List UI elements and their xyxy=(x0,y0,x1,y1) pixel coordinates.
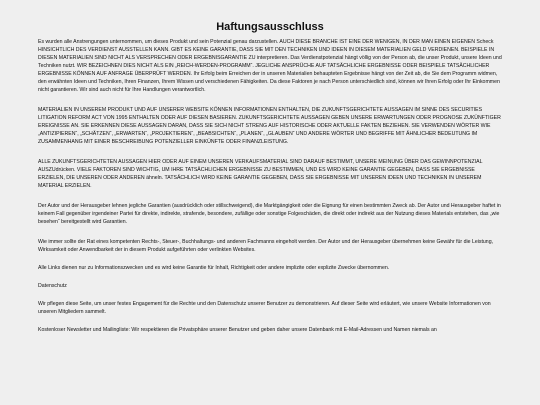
paragraph-warranty: Der Autor und der Herausgeber lehnen jegliche Garantien (ausdrücklich oder stillschweigend), die Marktgängigkeit oder die Eignung für einen bestimmten Zweck ab. Der Autor und Herausgeber haftet in keinem Fall gegenüber irgendeiner Partei für direkte, indirekte, strafende, besondere, zufällige oder sonstige Folgeschäden, die direkt oder indirekt aus der Nutzung dieses Materials entstehen, das „wie besehen“ bereitgestellt wird Garantien. xyxy=(38,203,501,225)
paragraph-forward-looking: MATERIALIEN IN UNSEREM PRODUKT UND AUF UNSERER WEBSITE KÖNNEN INFORMATIONEN ENTHALTEN, DIE ZUKUNFTSGERICHTETE AUSSAGEN IM SINNE DES SECURITIES LITIGATION REFORM ACT VON 1995 ENTHALTEN ODER AUF DIESEN BASIEREN. ZUKUNFTSGERICHTETE AUSSAGEN GEBEN UNSERE ERWARTUNGEN ODER PROGNOSE ZUKÜNFTIGER EREIGNISSE AN. SIE ERKENNEN DIESE AUSSAGEN DARAN, DASS SIE SICH NICHT STRENG AUF HISTORISCHE ODER AKTUELLE FAKTEN BEZIEHEN. SIE VERWENDEN WÖRTER WIE „ANTIZIPIEREN“, „SCHÄTZEN“, „ERWARTEN“, „PROJEKTIEREN“, „BEABSICHTEN“, „PLANEN“, „GLAUBEN“ UND ANDERE WÖRTER UND BEGRIFFE MIT ÄHNLICHER BEDEUTUNG IM ZUSAMMENHANG MIT EINER BESCHREIBUNG POTENZIELLER EINKÜNFTE ODER FINANZLEISTUNG. xyxy=(38,107,501,145)
paragraph-privacy: Wir pflegen diese Seite, um unser festes Engagement für die Rechte und den Datenschutz unserer Benutzer zu demonstrieren. Auf dieser Seite wird erläutert, wie unsere Website Informationen von unseren Mitgliedern sammelt. xyxy=(38,301,491,315)
paragraph-newsletter: Kostenloser Newsletter und Mailingliste: Wir respektieren die Privatsphäre unserer Benutzer und geben daher unsere Datenbank mit E-Mail-Adressen und Namen niemals an xyxy=(38,327,437,333)
section-heading-privacy: Datenschutz xyxy=(38,283,67,289)
paragraph-advice: Wie immer sollte der Rat eines kompetenten Rechts-, Steuer-, Buchhaltungs- und anderen Fachmanns eingeholt werden. Der Autor und der Herausgeber übernehmen keine Gewähr für die Leistung, Wirksamkeit oder Anwendbarkeit der in diesem Produkt aufgeführten oder verlinkten Websites. xyxy=(38,239,494,253)
page-title: Haftungsausschluss xyxy=(216,21,324,33)
paragraph-earnings: Es wurden alle Anstrengungen unternommen, um dieses Produkt und sein Potenzial genau darzustellen. AUCH DIESE BRANCHE IST EINE DER WENIGEN, IN DER MAN EINEN EIGENEN Scheck HINSICHTLICH DES VERDIENST AUSSTELLEN KANN. GIBT ES KEINE GARANTIE, DASS SIE MIT DEN TECHNIKEN UND IDEEN IN DIESEM MATERIALIEN GELD VERDIENEN. BEISPIELE IN DIESEN MATERIALIEN SIND NICHT ALS VERSPRECHEN ODER ERGEBNISGARANTIE ZU interpretieren. Das Verdienstpotenzial hängt völlig von der Person ab, die unser Produkt, unsere Ideen und Techniken nutzt. WIR BEZEICHNEN DIES NICHT ALS EIN „REICH-WERDEN-PROGRAMM“. JEGLICHE ANSPRÜCHE AUF TATSÄCHLICHE ERGEBNISSE ODER BEISPIELE TATSÄCHLICHER ERGEBNISSE KÖNNEN AUF ANFRAGE ÜBERPRÜFT WERDEN. Ihr Erfolg beim Erreichen der in unseren Materialien behaupteten Ergebnisse hängt von der Zeit ab, die Sie dem Programm widmen, den erwähnten Ideen und Techniken, Ihren Finanzen, Ihrem Wissen und verschiedenen Fähigkeiten. Da diese Faktoren je nach Person unterschiedlich sind, können wir Ihren Erfolg oder Ihr Einkommen nicht garantieren. Wir sind auch nicht für Ihre Handlungen verantwortlich. xyxy=(38,39,502,93)
paragraph-links: Alle Links dienen nur zu Informationszwecken und es wird keine Garantie für Inhalt, Richtigkeit oder andere implizite oder explizite Zwecke übernommen. xyxy=(38,265,390,271)
paragraph-forward-statements: ALLE ZUKUNFTSGERICHTETEN AUSSAGEN HIER ODER AUF EINEM UNSEREN VERKAUFSMATERIAL SIND DARAUF BESTIMMT, UNSERE MEINUNG ÜBER DAS GEWINNPOTENZIAL AUSZUdrücken. VIELE FAKTOREN SIND WICHTIG, UM IHRE TATSÄCHLICHEN ERGEBNISSE ZU BESTIMMEN, UND ES WIRD KEINE GARANTIE GEGEBEN, DASS SIE ERGEBNISSE ERZIELEN, DIE UNSEREN ODER ANDEREN ähneln. TATSÄCHLICH WIRD KEINE GARANTIE GEGEBEN, DASS SIE ERGEBNISSE MIT UNSEREN IDEEN UND TECHNIKEN IN UNSEREM MATERIAL ERZIELEN. xyxy=(38,159,483,189)
